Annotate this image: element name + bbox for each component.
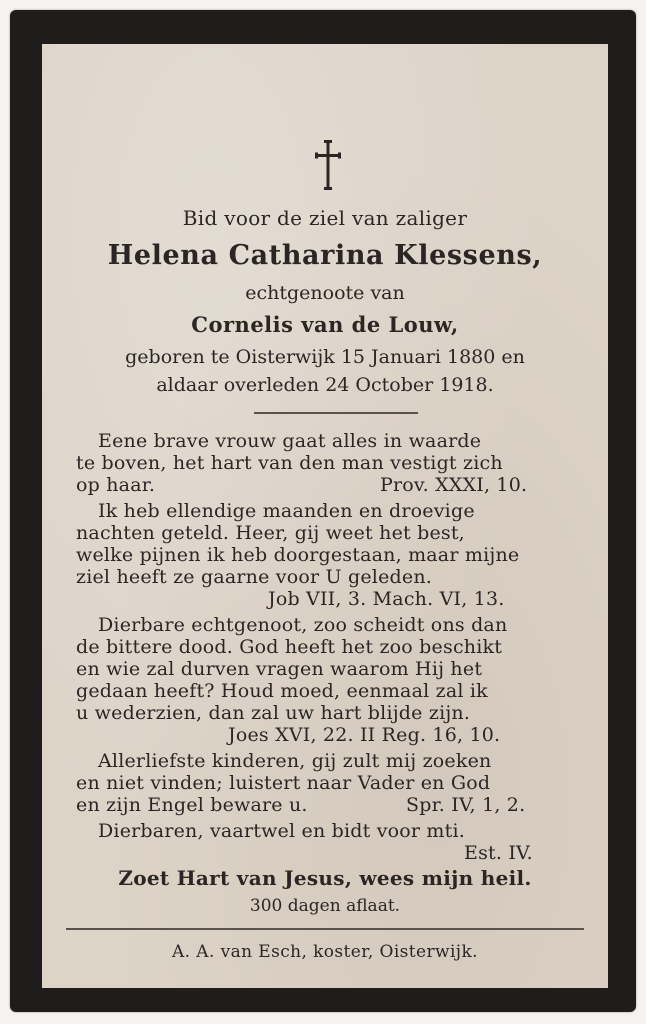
birth-line: geboren te Oisterwijk 15 Januari 1880 en — [125, 346, 525, 368]
verse-line: Allerliefste kinderen, gij zult mij zoeken — [98, 750, 492, 772]
verse-line: welke pijnen ik heb doorgestaan, maar mijne — [76, 544, 520, 566]
divider-rule — [254, 412, 418, 414]
verse-line: en niet vinden; luistert naar Vader en God — [76, 772, 491, 794]
verse-line: ziel heeft ze gaarne voor U geleden. — [76, 566, 432, 588]
death-line: aldaar overleden 24 October 1918. — [156, 374, 494, 396]
verse-reference: Est. IV. — [464, 842, 533, 864]
deceased-name: Helena Catharina Klessens, — [107, 240, 543, 271]
verse-line: en wie zal durven vragen waarom Hij het — [76, 658, 483, 680]
verse-line: Ik heb ellendige maanden en droevige — [98, 500, 475, 522]
closing-prayer: Zoet Hart van Jesus, wees mijn heil. — [118, 866, 532, 890]
verse-line: de bittere dood. God heeft het zoo beschikt — [76, 636, 503, 658]
verse-line: Dierbaren, vaartwel en bidt voor mti. — [98, 820, 465, 842]
printer-credit: A. A. van Esch, koster, Oisterwijk. — [172, 942, 478, 962]
verse-reference: Joes XVI, 22. II Reg. 16, 10. — [228, 724, 501, 746]
verse-line: Dierbare echtgenoot, zoo scheidt ons dan — [98, 614, 508, 636]
verse-line: u wederzien, dan zal uw hart blijde zijn. — [76, 702, 471, 724]
indulgence-note: 300 dagen aflaat. — [249, 896, 401, 916]
verse-line: te boven, het hart van den man vestigt zich — [76, 452, 503, 474]
verse-line: en zijn Engel beware u. — [76, 794, 308, 816]
verse-line: op haar. — [76, 474, 156, 496]
cross-icon — [310, 140, 346, 192]
verse-line: nachten geteld. Heer, gij weet het best, — [76, 522, 465, 544]
verse-reference: Prov. XXXI, 10. — [380, 474, 528, 496]
card-paper — [42, 44, 608, 988]
bottom-divider — [66, 928, 584, 930]
memorial-card — [10, 10, 636, 1012]
verse-reference: Job VII, 3. Mach. VI, 13. — [268, 588, 505, 610]
pray-line: Bid voor de ziel van zaliger — [182, 206, 468, 230]
verse-line: gedaan heeft? Houd moed, eenmaal zal ik — [76, 680, 488, 702]
verse-reference: Spr. IV, 1, 2. — [406, 794, 526, 816]
spouse-intro: echtgenoote van — [245, 282, 405, 304]
spouse-name: Cornelis van de Louw, — [191, 312, 459, 337]
verse-line: Eene brave vrouw gaat alles in waarde — [98, 430, 482, 452]
